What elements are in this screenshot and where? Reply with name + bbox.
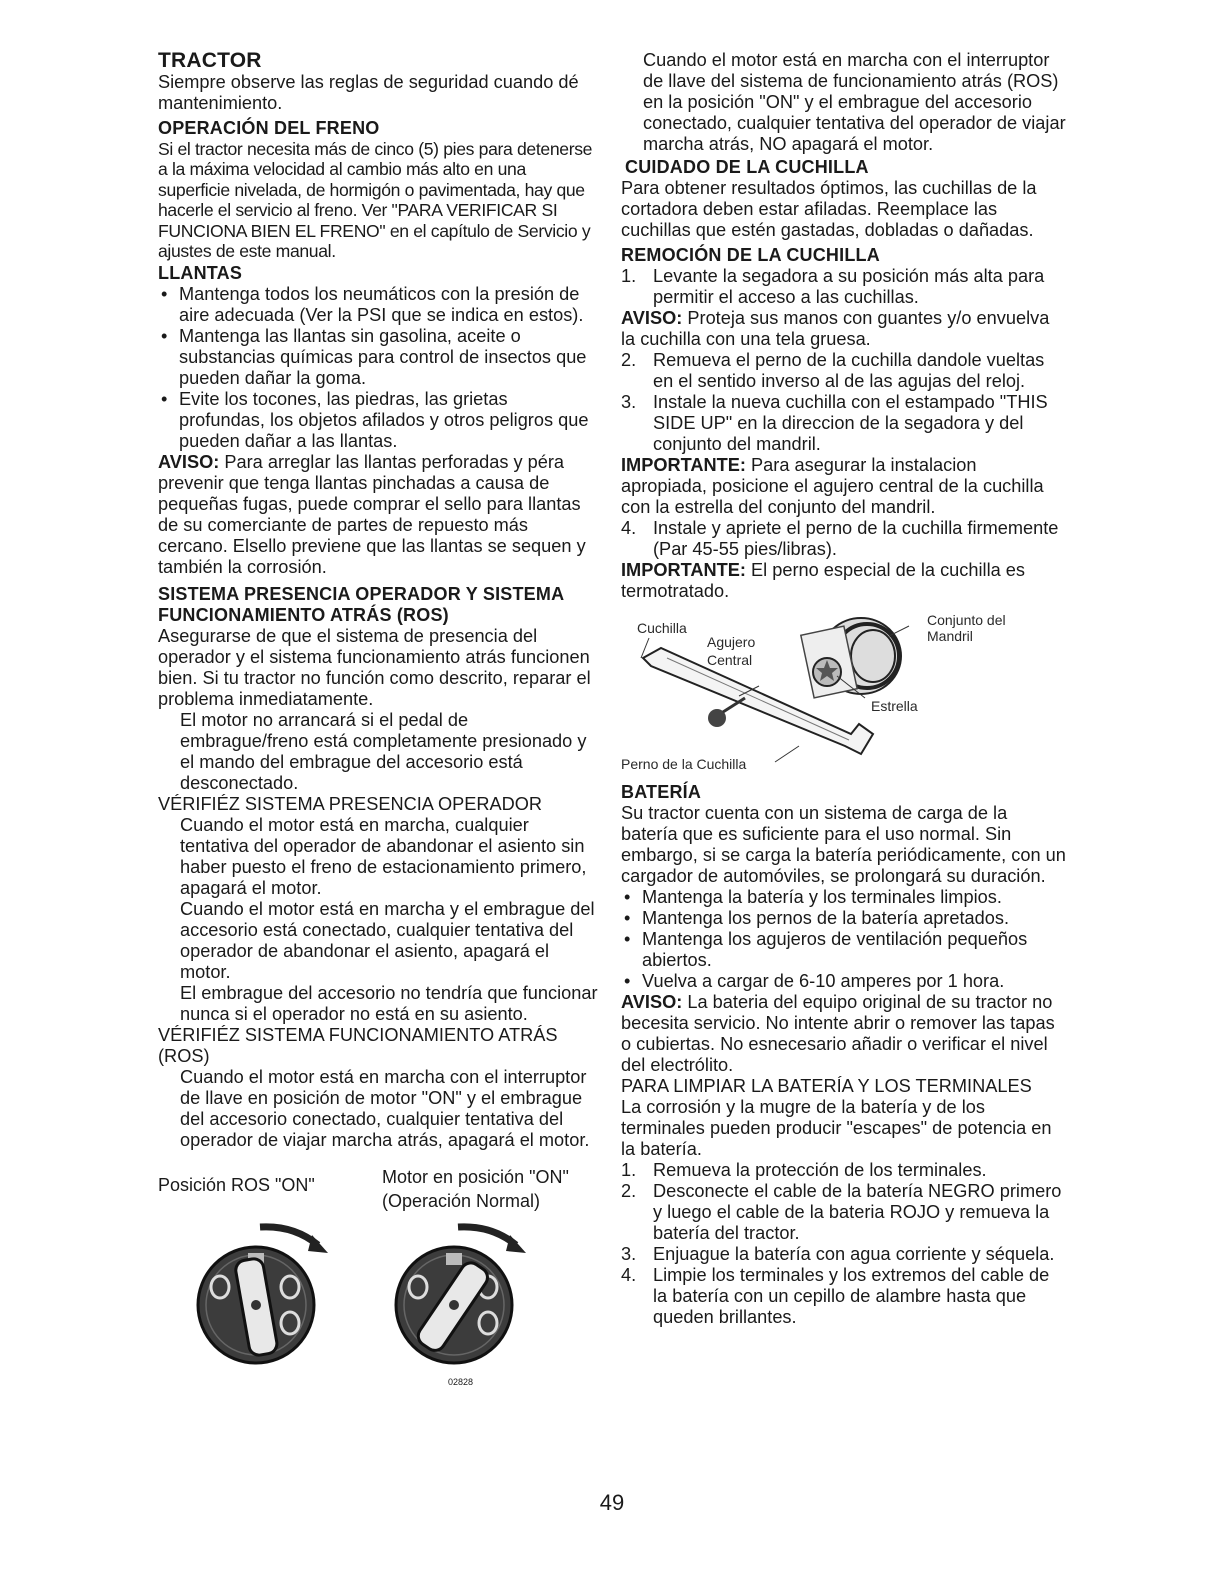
section-title-blade-care: CUIDADO DE LA CUCHILLA [625, 157, 869, 177]
list-item: 3. Enjuague la batería con agua corriente y séquela. [621, 1244, 1055, 1264]
list-item: • Mantenga la batería y los terminales limpios. [621, 887, 1066, 908]
paragraph: Cuando el motor está en marcha y el embrague del accesorio está conectado, cualquier tentativa del operador de abandonar el asiento, apagará el motor. [180, 899, 595, 983]
figure-label-conjunto: Conjunto del [927, 612, 1006, 628]
battery-cleaning-steps [621, 1160, 1066, 1328]
section-title-battery: BATERÍA [621, 782, 702, 802]
verify-presence-body [158, 815, 598, 1025]
figure-label-cuchilla: Cuchilla [637, 620, 687, 636]
verify-reverse-title: VÉRIFIÉZ SISTEMA FUNCIONAMIENTO ATRÁS (ROS) [158, 1025, 558, 1067]
brake-text: Si el tractor necesita más de cinco (5) pies para detenerse a la máxima velocidad al cambio más alto en una superficie nivelada, de hormigón o pavimentada, hay que hacerle el servicio al freno. Ver "PARA VERIFICAR SI FUNCIONA BIEN EL FRENO" en el capítulo de Servicio y ajustes de este manual. [158, 139, 593, 262]
figure-label-central: Central [707, 652, 753, 668]
battery-notice: AVISO: La bateria del equipo original de su tractor no becesita servicio. No intente abrir o remover las tapas o cubiertas. No esnecesario añadir o verificar el nivel del electrólito. [621, 992, 1055, 1075]
key-switch-ros-on-icon [194, 1213, 344, 1373]
tires-notice [158, 452, 598, 578]
list-item: 2. Remueva el perno de la cuchilla dandole vueltas en el sentido inverso al de las agujas del reloj. [621, 350, 1045, 391]
figure-label-agujero: Agujero [707, 634, 756, 650]
tractor-intro: Siempre observe las reglas de seguridad cuando dé mantenimiento. [158, 72, 579, 113]
blade-important: IMPORTANTE: Para asegurar la instalacion apropiada, posicione el agujero central de la cuchilla con la estrella del conjunto del mandril. [621, 455, 1044, 517]
paragraph: Cuando el motor está en marcha, cualquier tentativa del operador de abandonar el asiento sin haber puesto el freno de estacionamiento primero, apagará el motor. [180, 815, 587, 899]
section-title-blade-removal: REMOCIÓN DE LA CUCHILLA [621, 245, 880, 265]
paragraph: El embrague del accesorio no tendría que funcionar nunca si el operador no está en su asiento. [180, 983, 598, 1025]
list-item: 1. Levante la segadora a su posición más alta para permitir el acceso a las cuchillas. [621, 266, 1045, 307]
figure-label-ros-on: Posición ROS "ON" [158, 1175, 315, 1196]
right-column [621, 50, 1066, 1328]
ros-continued-text: Cuando el motor está en marcha con el interruptor de llave del sistema de funcionamiento atrás (ROS) en la posición "ON" y el embrague del accesorio conectado, cualquier tentativa del operador de viajar marcha atrás, NO apagará el motor. [643, 50, 1066, 154]
blade-removal-steps-a [621, 266, 1066, 308]
ros-engine-note: El motor no arrancará si el pedal de embrague/freno está completamente presionado y el mando del embrague del accesorio está desconectado. [180, 710, 587, 794]
list-item: 4. Limpie los terminales y los extremos del cable de la batería con un cepillo de alambre hasta que queden brillantes. [621, 1265, 1050, 1327]
section-title-tires: LLANTAS [158, 263, 243, 284]
list-item: • Mantenga los agujeros de ventilación pequeños abiertos. [621, 929, 1066, 971]
list-item: • Vuelva a cargar de 6-10 amperes por 1 hora. [621, 971, 1066, 992]
list-item: • Mantenga las llantas sin gasolina, aceite o substancias químicas para control de insectos que pueden dañar la goma. [158, 326, 598, 389]
blade-removal-steps-c [621, 518, 1066, 560]
section-title-ros: SISTEMA PRESENCIA OPERADOR Y SISTEMA FUNCIONAMIENTO ATRÁS (ROS) [158, 584, 564, 626]
battery-text: Su tractor cuenta con un sistema de carga de la batería que es suficiente para el uso normal. Sin embargo, si se carga la batería periódicamente, con un cargador de automóviles, se prolongará su duración. [621, 803, 1066, 886]
list-item: 3. Instale la nueva cuchilla con el estampado "THIS SIDE UP" en la direccion de la segadora y del conjunto del mandril. [621, 392, 1048, 454]
battery-list [621, 887, 1066, 992]
list-item: • Mantenga todos los neumáticos con la presión de aire adecuada (Ver la PSI que se indica en estos). [158, 284, 598, 326]
key-switch-motor-on-icon [392, 1213, 542, 1373]
figure-label-normal-operation: (Operación Normal) [382, 1191, 541, 1212]
list-item: 2. Desconecte el cable de la batería NEGRO primero y luego el cable de la bateria ROJO y remueva la batería del tractor. [621, 1181, 1062, 1243]
figure-label-perno: Perno de la Cuchilla [621, 756, 747, 772]
verify-reverse-text: Cuando el motor está en marcha con el interruptor de llave en posición de motor "ON" y el embrague del accesorio conectado, cualquier tentativa del operador de viajar marcha atrás, apagará el motor. [180, 1067, 590, 1151]
ros-key-switch-figure [158, 1153, 598, 1393]
blade-important-2: IMPORTANTE: El perno especial de la cuchilla es termotratado. [621, 560, 1026, 601]
list-item: • Mantenga los pernos de la batería apretados. [621, 908, 1066, 929]
left-column [158, 50, 598, 1393]
figure-label-mandril: Mandril [927, 628, 973, 644]
battery-cleaning-title: PARA LIMPIAR LA BATERÍA Y LOS TERMINALES [621, 1076, 1032, 1096]
verify-presence-title: VÉRIFIÉZ SISTEMA PRESENCIA OPERADOR [158, 794, 543, 815]
blade-assembly-figure [621, 606, 1066, 778]
blade-removal-steps-b [621, 350, 1066, 455]
battery-cleaning-text: La corrosión y la mugre de la batería y de los terminales pueden producir "escapes" de potencia en la batería. [621, 1097, 1052, 1159]
list-item: 1. Remueva la protección de los terminales. [621, 1160, 987, 1180]
page-number: 49 [599, 1490, 625, 1515]
list-item: 4. Instale y apriete el perno de la cuchilla firmemente (Par 45-55 pies/libras). [621, 518, 1059, 559]
notice-label: AVISO: [158, 452, 220, 473]
tires-list [158, 284, 598, 452]
blade-notice: AVISO: Proteja sus manos con guantes y/o envuelva la cuchilla con una tela gruesa. [621, 308, 1050, 349]
figure-label-motor-on: Motor en posición "ON" [382, 1167, 569, 1188]
list-item: • Evite los tocones, las piedras, las grietas profundas, los objetos afilados y otros peligros que pueden dañar a las llantas. [158, 389, 598, 452]
ros-text: Asegurarse de que el sistema de presencia del operador y el sistema funcionamiento atrás funcionen bien. Si tu tractor no función como descrito, reparar el problema inmediatamente. [158, 626, 591, 710]
section-title-tractor: TRACTOR [158, 49, 262, 72]
section-title-brake: OPERACIÓN DEL FRENO [158, 118, 380, 138]
blade-care-text: Para obtener resultados óptimos, las cuchillas de la cortadora deben estar afiladas. Reemplace las cuchillas que estén gastadas, dobladas o dañadas. [621, 178, 1037, 240]
figure-label-estrella: Estrella [871, 698, 918, 714]
figure-code: 02828 [448, 1377, 474, 1388]
notice-text: Para arreglar las llantas perforadas y péra prevenir que tenga llantas pinchadas a causa de pequeñas fugas, puede comprar el sello para llantas de su comerciante de partes de repuesto más cercano. Elsello previene que las llantas se sequen y también la corrosión. [158, 452, 586, 578]
